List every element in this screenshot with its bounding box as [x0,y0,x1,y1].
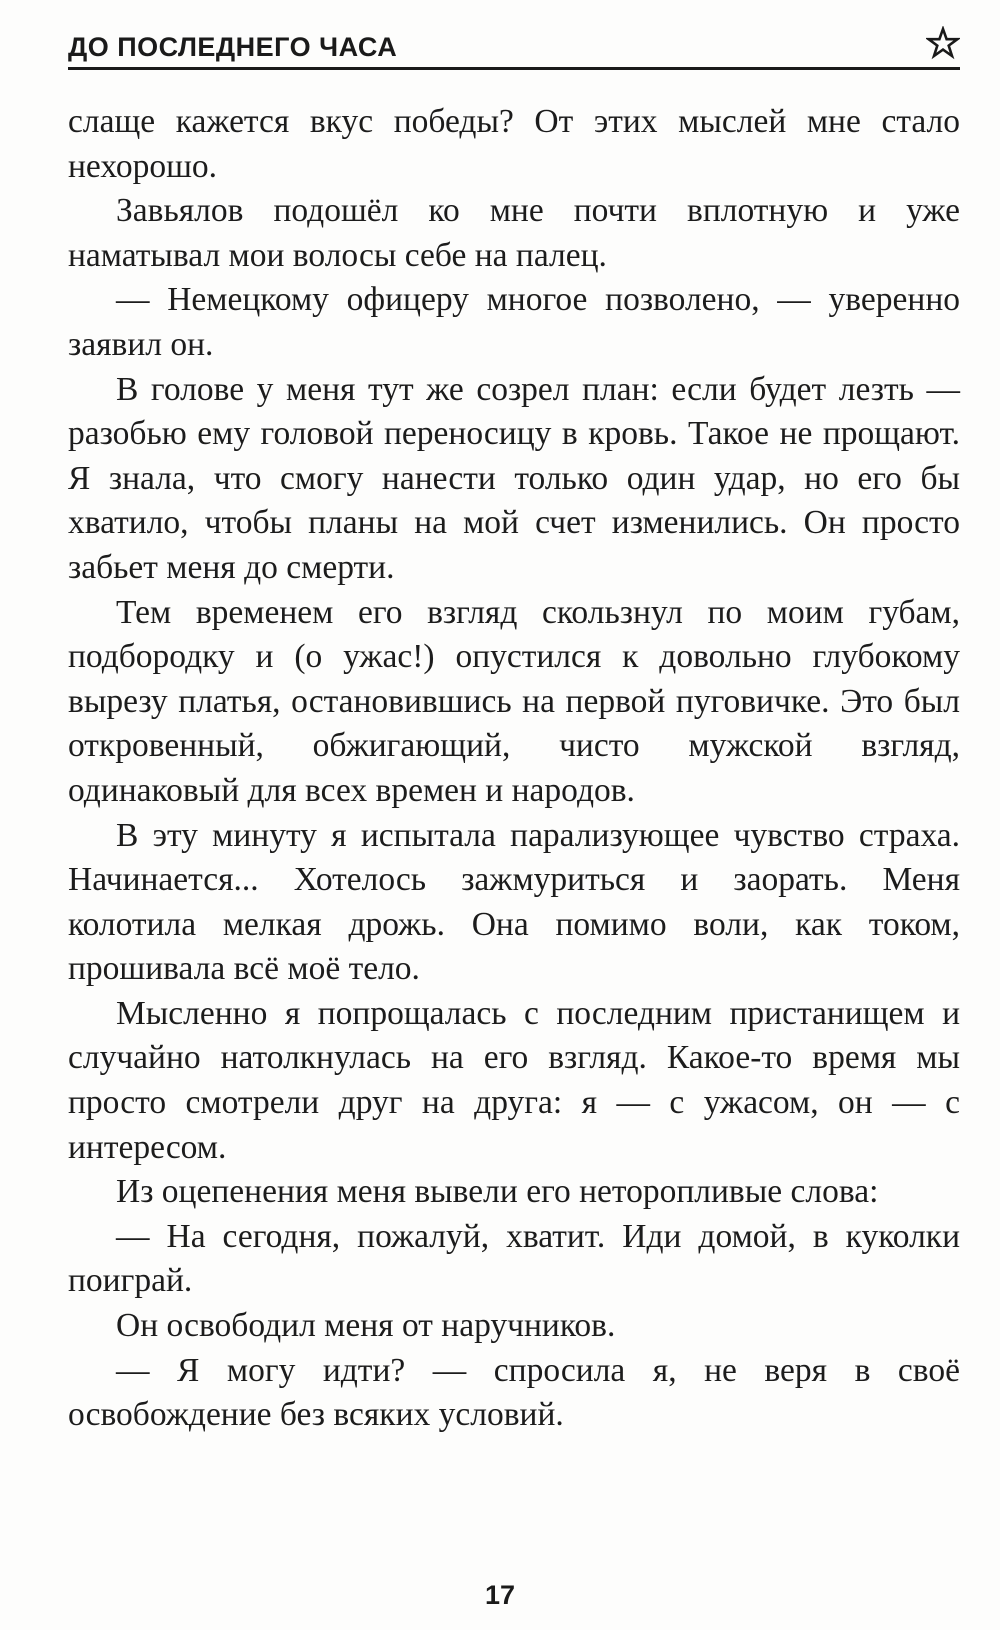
paragraph: Из оцепенения меня вывели его неторопливые слова: [116,1173,879,1211]
dialogue-paragraph: — На сегодня, пожалуй, хватит. Иди домой, в куколки поиграй. [68,1217,960,1300]
star-icon [926,26,960,60]
paragraph: Он освободил меня от наручников. [116,1307,616,1345]
dialogue-paragraph: — Немецкому офицеру многое позволено, — уверенно заявил он. [68,281,960,363]
dialogue-paragraph: — Я могу идти? — спросила я, не веря в своё освобождение без всяких условий. [68,1351,960,1434]
paragraph: Мысленно я попрощалась с последним пристанищем и случайно натолкнулась на его взгляд. Какое-то время мы просто смотрели друг на друга: я — с ужасом, он — с интересом. [68,994,960,1166]
paragraph: В эту минуту я испытала парализующее чувство страха. Начинается... Хотелось зажмуриться и заорать. Меня колотила мелкая дрожь. Она помимо воли, как током, прошивала всё моё тело. [68,816,960,988]
paragraph: Завьялов подошёл ко мне почти вплотную и уже наматывал мои волосы себе на палец. [68,192,960,274]
running-header [68,26,960,70]
header-rule [68,67,960,70]
paragraph: слаще кажется вкус победы? От этих мыслей мне стало нехорошо. [68,103,960,185]
paragraph: В голове у меня тут же созрел план: если будет лезть — разобью ему головой переносицу в кровь. Такое не прощают. Я знала, что смогу нанести только один удар, но его бы хватило, чтобы планы на мой счет изменились. Он просто забьет меня до смерти. [68,370,960,586]
page-number: 17 [484,1580,516,1610]
paragraph: Тем временем его взгляд скользнул по моим губам, подбородку и (о ужас!) опустился к довольно глубокому вырезу платья, остановившись на первой пуговичке. Это был откровенный, обжигающий, чисто мужской взгляд, одинаковый для всех времен и народов. [68,593,960,809]
body-text [68,100,960,1438]
running-title: ДО ПОСЛЕДНЕГО ЧАСА [68,32,398,62]
